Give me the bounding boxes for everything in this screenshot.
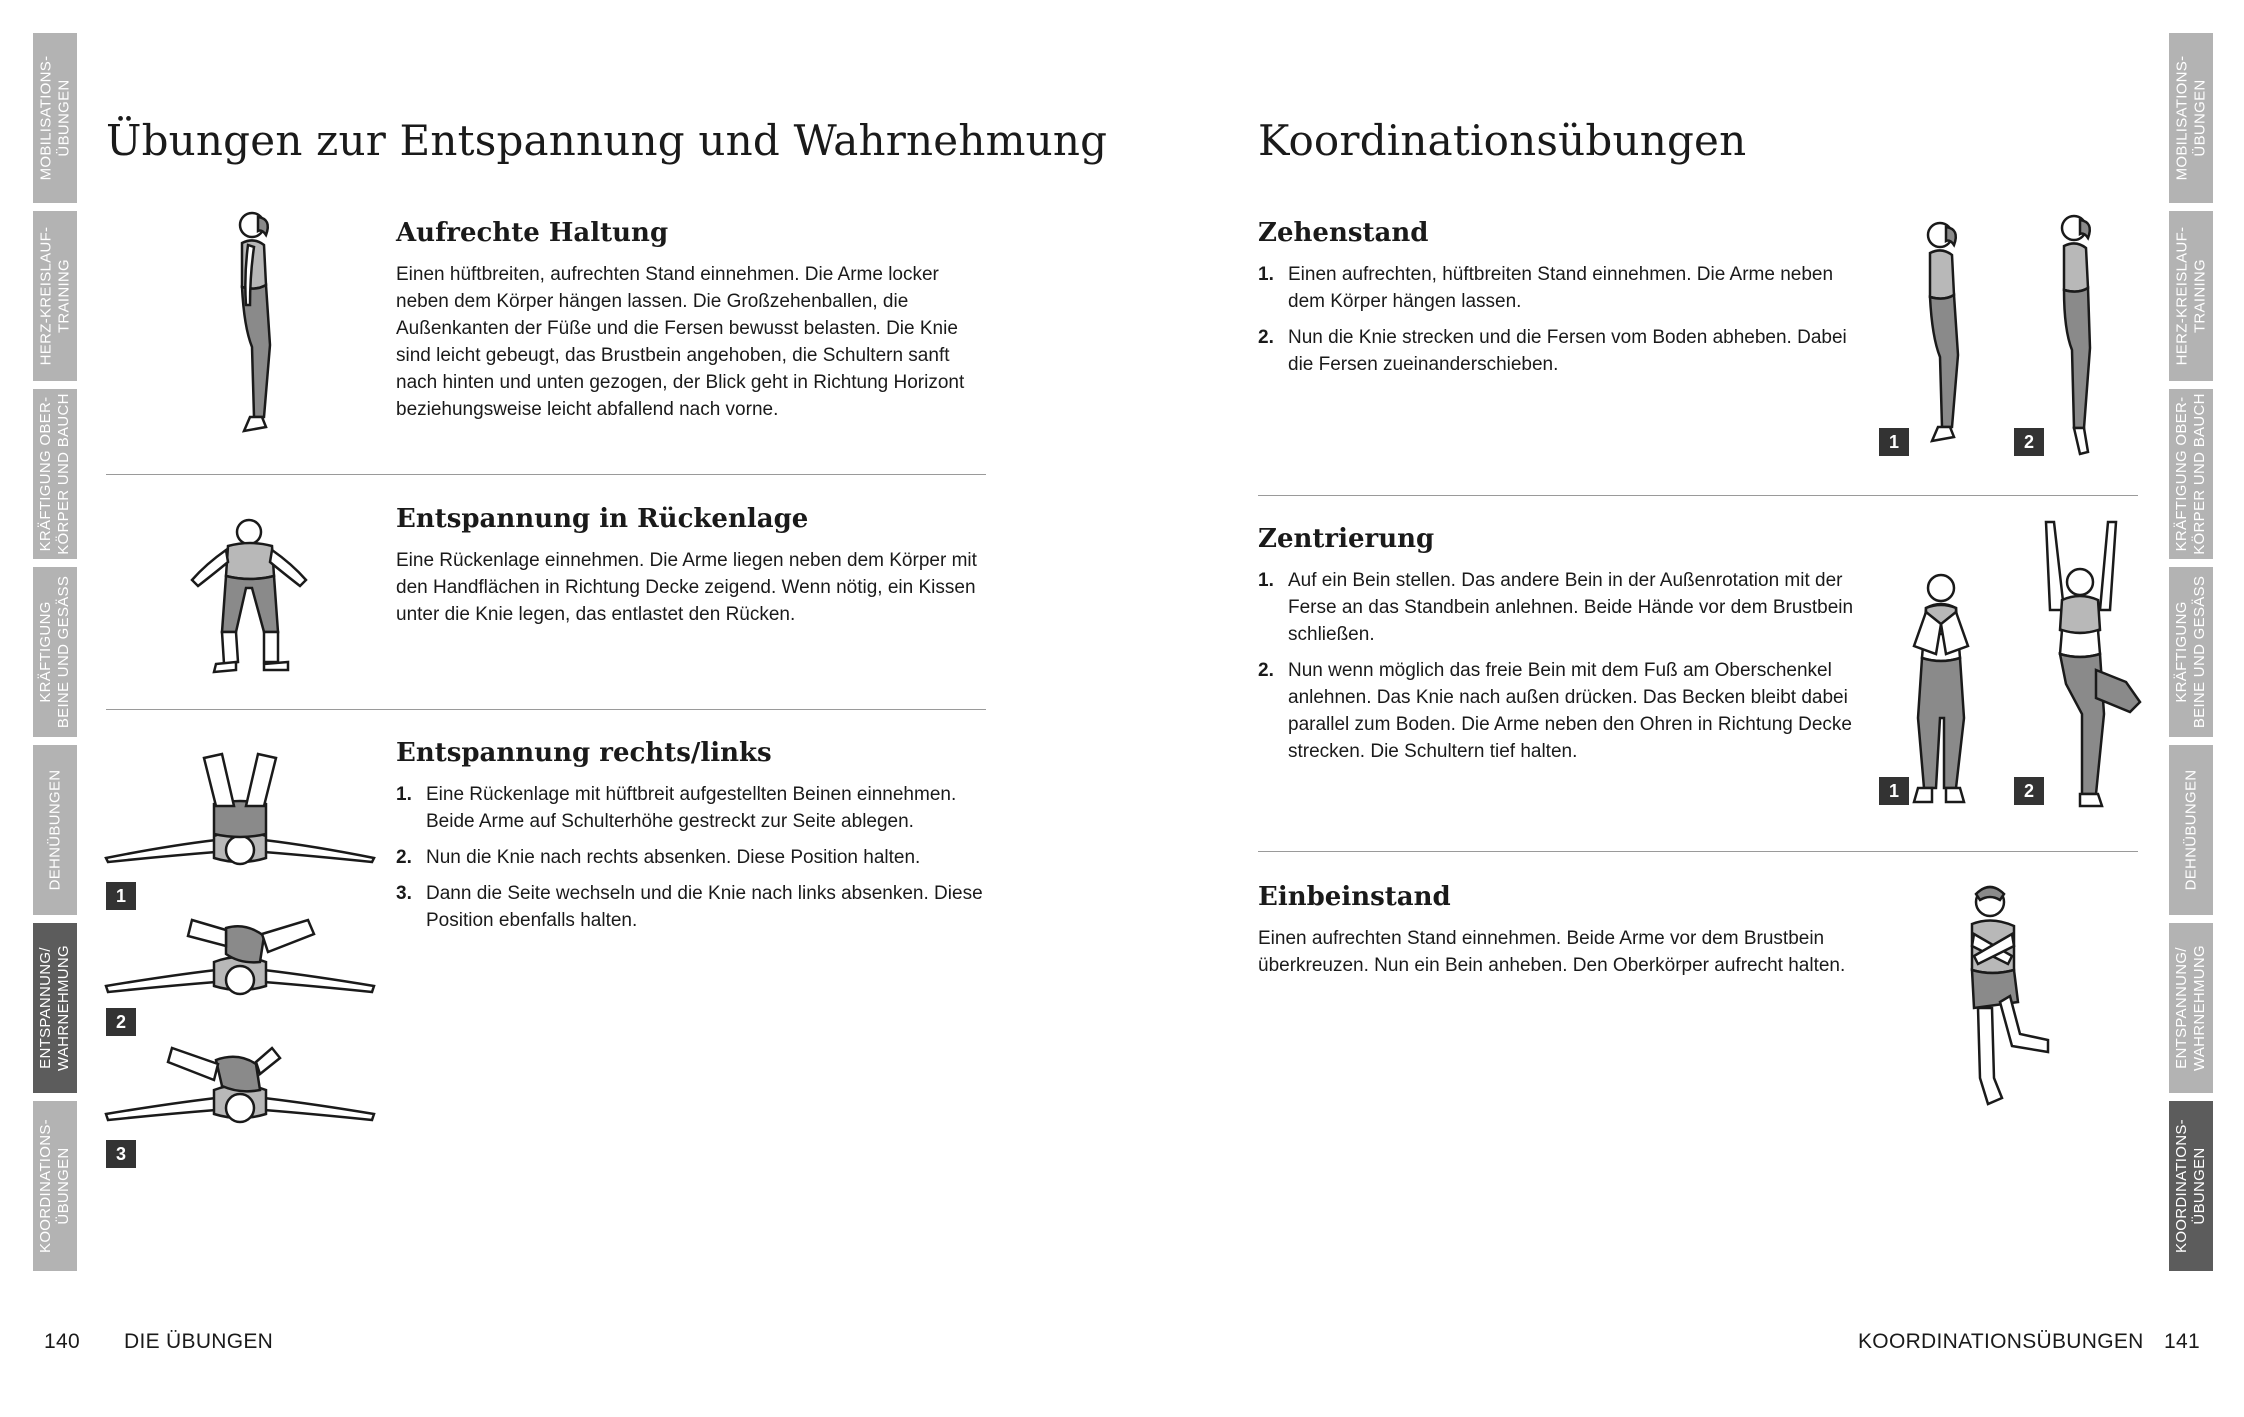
exercise-title: Zentrierung bbox=[1258, 524, 1435, 554]
section-divider bbox=[1258, 851, 2138, 852]
step-badge: 1 bbox=[1879, 428, 1909, 456]
exercise-steps bbox=[1258, 261, 1854, 387]
tab-label: HERZ-KREISLAUF- TRAINING bbox=[2173, 226, 2208, 366]
tab-koordination[interactable] bbox=[33, 1101, 77, 1271]
step-text: Nun wenn möglich das freie Bein mit dem Fuß am Oberschenkel anlehnen. Das Knie nach außen drücken. Das Becken bleibt dabei parallel zum Boden. Die Arme neben den Ohren in Richtung Decke strecken. Die Schultern tief halten. bbox=[1288, 660, 1852, 762]
tab-label: KRÄFTIGUNG BEINE UND GESÄSS bbox=[37, 575, 72, 729]
figure-lying-back bbox=[180, 518, 330, 678]
figure-standing-side bbox=[218, 205, 278, 445]
step-badge: 1 bbox=[1879, 777, 1909, 805]
tab-label: MOBILISATIONS- ÜBUNGEN bbox=[2173, 55, 2208, 181]
running-footer: KOORDINATIONSÜBUNGEN bbox=[1858, 1330, 2144, 1353]
tab-label: KRÄFTIGUNG BEINE UND GESÄSS bbox=[2173, 575, 2208, 729]
step-text: Nun die Knie strecken und die Fersen vom Boden abheben. Dabei die Fersen zueinanderschieben. bbox=[1288, 327, 1847, 375]
step-number: 2. bbox=[396, 847, 412, 868]
exercise-title: Aufrechte Haltung bbox=[396, 218, 669, 248]
tab-label: ENTSPANNUNG/ WAHRNEHMUNG bbox=[37, 944, 73, 1072]
step-number: 1. bbox=[1258, 264, 1274, 285]
tab-koordination[interactable] bbox=[2169, 1101, 2213, 1271]
figure-knees-right bbox=[106, 900, 376, 1000]
tab-label: HERZ-KREISLAUF- TRAINING bbox=[37, 226, 72, 366]
step-text: Eine Rückenlage mit hüftbreit aufgestellten Beinen einnehmen. Beide Arme auf Schulterhöhe gestreckt zur Seite ablegen. bbox=[426, 784, 957, 832]
exercise-steps bbox=[1258, 567, 1854, 774]
tab-dehnuebungen[interactable] bbox=[33, 745, 77, 915]
running-footer: DIE ÜBUNGEN bbox=[124, 1330, 274, 1353]
step-item bbox=[396, 880, 992, 934]
step-badge: 1 bbox=[106, 882, 136, 910]
section-divider bbox=[106, 709, 986, 710]
left-page-title: Übungen zur Entspannung und Wahrnehmung bbox=[106, 116, 1108, 165]
exercise-title: Einbeinstand bbox=[1258, 882, 1451, 912]
step-number: 1. bbox=[1258, 570, 1274, 591]
figure-one-leg-stand bbox=[1950, 878, 2070, 1118]
tab-label: KRÄFTIGUNG OBER- KÖRPER UND BAUCH bbox=[37, 393, 72, 555]
step-item bbox=[396, 844, 992, 871]
figure-tree-pose-arms-up bbox=[2020, 520, 2140, 810]
step-item bbox=[396, 781, 992, 835]
step-item bbox=[1258, 567, 1854, 648]
step-text: Auf ein Bein stellen. Das andere Bein in der Außenrotation mit der Ferse an das Standbein anlehnen. Beide Hände vor dem Brustbein schließen. bbox=[1288, 570, 1854, 645]
page-number: 140 bbox=[44, 1330, 80, 1353]
figure-tiptoe bbox=[2044, 208, 2104, 458]
exercise-description: Einen aufrechten Stand einnehmen. Beide Arme vor dem Brustbein überkreuzen. Nun ein Bein anheben. Den Oberkörper aufrecht halten. bbox=[1258, 928, 1846, 976]
step-badge: 2 bbox=[2014, 777, 2044, 805]
step-text: Einen aufrechten, hüftbreiten Stand einnehmen. Die Arme neben dem Körper hängen lassen. bbox=[1288, 264, 1834, 312]
exercise-description: Einen hüftbreiten, aufrechten Stand einnehmen. Die Arme locker neben dem Körper hängen lassen. Die Großzehenballen, die Außenkanten der Füße und die Fersen bewusst belasten. Die Knie sind leicht gebeugt, das Brustbein angehoben, die Schultern sanft nach hinten und unten gezogen, der Blick geht in Richtung Horizont beziehungsweise leicht abfallend nach vorne. bbox=[396, 264, 965, 420]
page-number: 141 bbox=[2164, 1330, 2200, 1353]
tab-kraeftigung-beine[interactable] bbox=[33, 567, 77, 737]
step-number: 1. bbox=[396, 784, 412, 805]
figure-lying-knees-up bbox=[106, 752, 376, 872]
tab-kraeftigung-oberkoerper[interactable] bbox=[2169, 389, 2213, 559]
exercise-title: Entspannung in Rückenlage bbox=[396, 504, 809, 534]
step-number: 3. bbox=[396, 883, 412, 904]
tab-dehnuebungen[interactable] bbox=[2169, 745, 2213, 915]
tab-label: ENTSPANNUNG/ WAHRNEHMUNG bbox=[2173, 944, 2209, 1072]
tab-label: KRÄFTIGUNG OBER- KÖRPER UND BAUCH bbox=[2173, 393, 2208, 555]
tab-label: MOBILISATIONS- ÜBUNGEN bbox=[37, 55, 72, 181]
step-number: 2. bbox=[1258, 327, 1274, 348]
tab-herz-kreislauf[interactable] bbox=[33, 211, 77, 381]
step-badge: 2 bbox=[106, 1008, 136, 1036]
tab-entspannung[interactable] bbox=[33, 923, 77, 1093]
step-item bbox=[1258, 657, 1854, 765]
tab-herz-kreislauf[interactable] bbox=[2169, 211, 2213, 381]
tab-kraeftigung-beine[interactable] bbox=[2169, 567, 2213, 737]
section-divider bbox=[106, 474, 986, 475]
tab-label: KOORDINATIONS- ÜBUNGEN bbox=[37, 1119, 72, 1253]
figure-knees-left bbox=[106, 1030, 376, 1140]
tab-kraeftigung-oberkoerper[interactable] bbox=[33, 389, 77, 559]
section-divider bbox=[1258, 495, 2138, 496]
step-text: Nun die Knie nach rechts absenken. Diese Position halten. bbox=[426, 847, 921, 868]
tab-label: DEHNÜBUNGEN bbox=[2182, 769, 2199, 891]
step-number: 2. bbox=[1258, 660, 1274, 681]
exercise-steps bbox=[396, 781, 992, 943]
exercise-title: Zehenstand bbox=[1258, 218, 1429, 248]
exercise-title: Entspannung rechts/links bbox=[396, 738, 772, 768]
step-item bbox=[1258, 261, 1854, 315]
tab-label: KOORDINATIONS- ÜBUNGEN bbox=[2173, 1119, 2208, 1253]
step-badge: 3 bbox=[106, 1140, 136, 1168]
tab-entspannung[interactable] bbox=[2169, 923, 2213, 1093]
tab-mobilisation[interactable] bbox=[2169, 33, 2213, 203]
step-text: Dann die Seite wechseln und die Knie nach links absenken. Diese Position ebenfalls halten. bbox=[426, 883, 983, 931]
exercise-description: Eine Rückenlage einnehmen. Die Arme liegen neben dem Körper mit den Handflächen in Richtung Decke zeigend. Wenn nötig, ein Kissen unter die Knie legen, das entlastet den Rücken. bbox=[396, 550, 977, 625]
figure-tree-pose-hands-chest bbox=[1896, 568, 1986, 808]
tab-label: DEHNÜBUNGEN bbox=[46, 769, 63, 891]
step-badge: 2 bbox=[2014, 428, 2044, 456]
tab-mobilisation[interactable] bbox=[33, 33, 77, 203]
figure-standing-flat bbox=[1906, 215, 1966, 455]
right-page-title: Koordinationsübungen bbox=[1258, 116, 1747, 165]
step-item bbox=[1258, 324, 1854, 378]
